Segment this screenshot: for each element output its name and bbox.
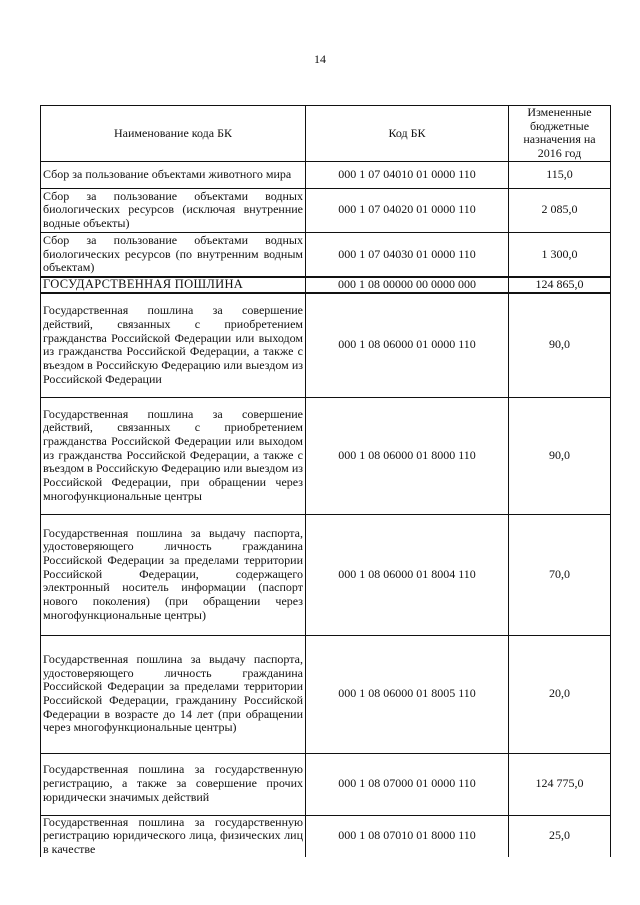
row-code: 000 1 08 07000 01 0000 110 bbox=[306, 753, 509, 815]
table-row bbox=[41, 397, 611, 514]
row-amount: 25,0 bbox=[509, 815, 611, 857]
row-amount: 2 085,0 bbox=[509, 188, 611, 232]
table-row bbox=[41, 161, 611, 188]
table-row bbox=[41, 815, 611, 857]
page-number: 14 bbox=[314, 52, 326, 66]
row-name: Государственная пошлина за выдачу паспорта, удостоверяющего личность гражданина Российской Федерации за пределами территории Российской Федерации, гражданину Российской Федерации в возрасте до 14 лет (при обращении через многофункциональные центры) bbox=[41, 635, 306, 753]
table-row bbox=[41, 188, 611, 232]
budget-table bbox=[40, 105, 611, 857]
column-header-amount: Измененные бюджетные назначения на 2016 год bbox=[509, 106, 611, 162]
row-code: 000 1 07 04010 01 0000 110 bbox=[306, 161, 509, 188]
row-code: 000 1 08 06000 01 8004 110 bbox=[306, 514, 509, 635]
row-amount: 1 300,0 bbox=[509, 232, 611, 277]
table-row bbox=[41, 635, 611, 753]
row-name: Государственная пошлина за государственную регистрацию юридического лица, физических лиц в качестве bbox=[41, 815, 306, 857]
row-amount: 124 865,0 bbox=[509, 277, 611, 293]
table-row bbox=[41, 232, 611, 277]
table-header-row bbox=[41, 106, 611, 162]
row-code: 000 1 07 04020 01 0000 110 bbox=[306, 188, 509, 232]
row-amount: 90,0 bbox=[509, 293, 611, 397]
row-name: Государственная пошлина за выдачу паспорта, удостоверяющего личность гражданина Российской Федерации за пределами территории Российской Федерации, содержащего электронный носитель информации (паспорт нового поколения) (при обращении через многофункциональные центры) bbox=[41, 514, 306, 635]
row-name: ГОСУДАРСТВЕННАЯ ПОШЛИНА bbox=[41, 277, 306, 293]
row-name: Государственная пошлина за государственную регистрацию, а также за совершение прочих юридически значимых действий bbox=[41, 753, 306, 815]
row-amount: 115,0 bbox=[509, 161, 611, 188]
row-code: 000 1 08 07010 01 8000 110 bbox=[306, 815, 509, 857]
row-amount: 20,0 bbox=[509, 635, 611, 753]
row-name: Сбор за пользование объектами водных биологических ресурсов (исключая внутренние водные объекты) bbox=[41, 188, 306, 232]
row-name: Сбор за пользование объектами животного мира bbox=[41, 161, 306, 188]
row-code: 000 1 08 06000 01 8005 110 bbox=[306, 635, 509, 753]
table-row bbox=[41, 293, 611, 397]
row-name: Государственная пошлина за совершение действий, связанных с приобретением гражданства Российской Федерации или выходом из гражданства Российской Федерации, а также с въездом в Российскую Федерацию или выездом из Российской Федерации bbox=[41, 293, 306, 397]
row-amount: 124 775,0 bbox=[509, 753, 611, 815]
row-name: Государственная пошлина за совершение действий, связанных с приобретением гражданства Российской Федерации или выходом из гражданства Российской Федерации, а также с въездом в Российскую Федерацию или выездом из Российской Федерации, при обращении через многофункциональные центры bbox=[41, 397, 306, 514]
table-row bbox=[41, 514, 611, 635]
row-code: 000 1 08 00000 00 0000 000 bbox=[306, 277, 509, 293]
row-code: 000 1 07 04030 01 0000 110 bbox=[306, 232, 509, 277]
row-code: 000 1 08 06000 01 8000 110 bbox=[306, 397, 509, 514]
table-row bbox=[41, 753, 611, 815]
column-header-name: Наименование кода БК bbox=[41, 106, 306, 162]
table-row-section bbox=[41, 277, 611, 293]
row-amount: 90,0 bbox=[509, 397, 611, 514]
row-amount: 70,0 bbox=[509, 514, 611, 635]
row-name: Сбор за пользование объектами водных биологических ресурсов (по внутренним водным объектам) bbox=[41, 232, 306, 277]
row-code: 000 1 08 06000 01 0000 110 bbox=[306, 293, 509, 397]
column-header-code: Код БК bbox=[306, 106, 509, 162]
